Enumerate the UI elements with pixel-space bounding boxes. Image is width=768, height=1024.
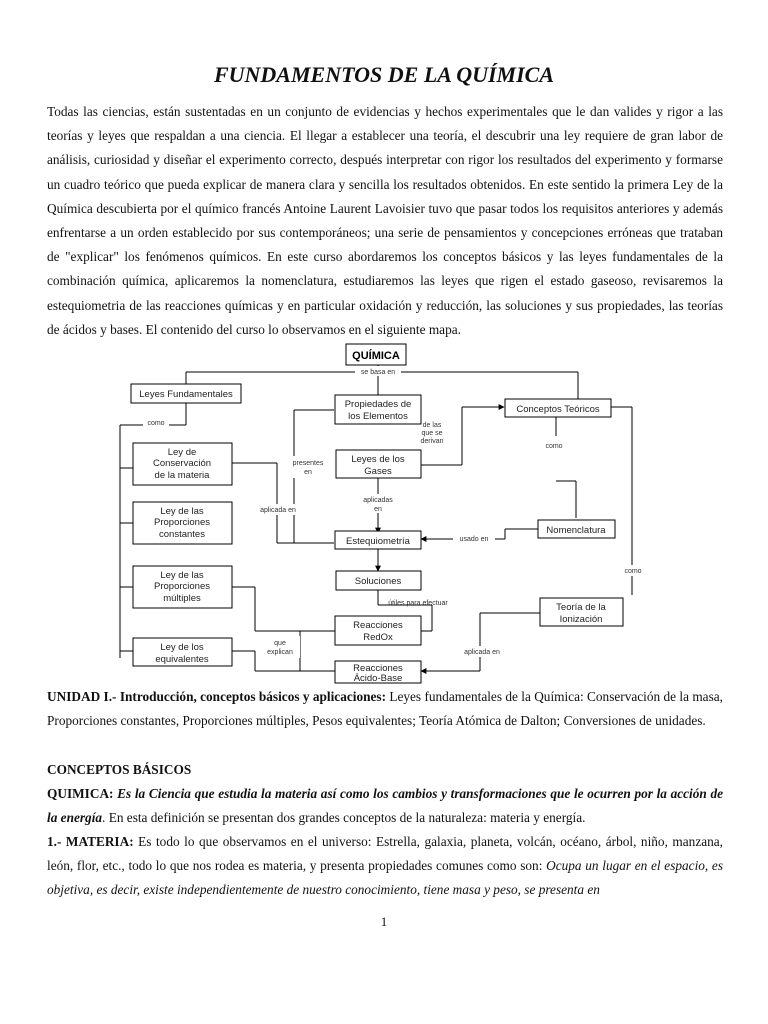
unidad-label: UNIDAD I.- Introducción, conceptos básicos y aplicaciones:: [47, 689, 386, 704]
node-propiedades-line2: los Elementos: [348, 411, 408, 422]
node-conservacion-line3: de la materia: [154, 470, 210, 481]
node-constantes-line3: constantes: [159, 529, 205, 540]
link-que-explican-line2: explican: [267, 649, 293, 656]
link-aplicadas-line2: en: [374, 506, 382, 513]
node-ionizacion-line2: Ionización: [559, 614, 603, 625]
node-leyes-fundamentales: Leyes Fundamentales: [139, 389, 233, 400]
unidad-text: Leyes fundamentales de la Química: Conservación de la masa, Proporciones constantes, Proporciones múltiples, Pesos equivalentes; Teoría Atómica de Dalton; Conversiones de unidades.: [47, 689, 723, 729]
node-acidobase-line2: Ácido-Base: [353, 673, 403, 684]
node-ionizacion-line1: Teoría de la: [556, 602, 606, 613]
node-quimica: QUÍMICA: [352, 350, 400, 362]
link-como-3: como: [624, 568, 642, 575]
quimica-definition: [47, 782, 723, 830]
node-equivalentes-line2: equivalentes: [155, 654, 209, 665]
node-nomenclatura: Nomenclatura: [546, 525, 606, 536]
link-aplicada-en: aplicada en: [260, 507, 296, 514]
node-gases-line2: Gases: [364, 466, 392, 477]
quimica-italic: Es la Ciencia que estudia la materia así como los cambios y transformaciones que le ocurren por la acción de la energía: [47, 786, 723, 826]
link-de-las-line2: que se: [421, 430, 443, 437]
link-de-las-line1: de las: [422, 422, 442, 429]
node-estequiometria: Estequiometría: [346, 536, 410, 547]
concept-map: [0, 335, 768, 685]
page-number: 1: [380, 914, 388, 929]
node-soluciones: Soluciones: [354, 576, 402, 587]
node-multiples-line2: Proporciones: [154, 581, 210, 592]
link-de-las-line3: derivan: [420, 438, 444, 445]
link-como-2: como: [545, 443, 563, 450]
link-presentes-line1: presentes: [292, 460, 324, 467]
page-title: FUNDAMENTOS DE LA QUÍMICA: [213, 62, 555, 87]
node-multiples-line3: múltiples: [163, 593, 201, 604]
node-propiedades-line1: Propiedades de: [344, 399, 412, 410]
link-usado-en: usado en: [459, 536, 489, 543]
node-redox-line1: Reacciones: [353, 620, 403, 631]
node-conservacion-line1: Ley de: [167, 447, 197, 458]
quimica-label: QUIMICA:: [47, 786, 114, 801]
quimica-text: . En esta definición se presentan dos grandes conceptos de la naturaleza: materia y energía.: [102, 810, 586, 826]
link-aplicada-en-2: aplicada en: [464, 649, 500, 656]
node-conceptos-teoricos: Conceptos Teóricos: [516, 404, 600, 415]
materia-definition: [47, 830, 723, 903]
node-constantes-line1: Ley de las: [160, 506, 204, 517]
link-aplicadas-line1: aplicadas: [363, 497, 393, 504]
node-conservacion-line2: Conservación: [152, 458, 212, 469]
node-gases-line1: Leyes de los: [351, 454, 405, 465]
unidad-paragraph: [47, 685, 723, 733]
intro-paragraph: Todas las ciencias, están sustentadas en un conjunto de evidencias y hechos experimentales que le dan valides y rigor a las teorías y leyes que respaldan a una ciencia. El llegar a establecer una teoría, el descubrir una ley requiere de gran labor de análisis, curiosidad y diseñar el experimento correcto, después interpretar con rigor los resultados del experimento y formarse un cuadro teórico que pueda explicar de manera clara y sencilla los resultados obtenidos. En este sentido la primera Ley de la Química descubierta por el químico francés Antoine Laurent Lavoisier tuvo que pasar todos los requisitos anteriores y además enfrentarse a un orden establecido por sus contemporáneos; una serie de pensamientos y concepciones erróneas que trataban de "explicar" los fenómenos químicos. En este curso abordaremos los conceptos básicos y las leyes fundamentales de la combinación química, aplicaremos la nomenclatura, estudiaremos las leyes que rigen el estado gaseoso, revisaremos la estequiometria de las reacciones químicas y en particular oxidación y reducción, las soluciones y sus propiedades, las teorías de ácidos y bases. El contenido del curso lo observamos en el siguiente mapa.: [47, 104, 723, 337]
link-como-1: como: [147, 420, 165, 427]
node-constantes-line2: Proporciones: [154, 517, 210, 528]
node-acidobase-line1: Reacciones: [353, 663, 403, 674]
materia-label: 1.- MATERIA:: [47, 834, 134, 849]
link-se-basa-en: se basa en: [360, 369, 396, 376]
node-equivalentes-line1: Ley de los: [160, 642, 204, 653]
link-utiles: útiles para efectuar: [388, 600, 448, 607]
materia-text: Es todo lo que observamos en el universo: Estrella, galaxia, planeta, volcán, océano, árbol, niño, manzana, león, flor, etc., todo lo que nos rodea es materia, y presenta propiedades comunes como son:: [47, 834, 723, 874]
conceptos-heading: CONCEPTOS BÁSICOS: [47, 762, 192, 777]
node-multiples-line1: Ley de las: [160, 570, 204, 581]
materia-italic: Ocupa un lugar en el espacio, es objetiva, es decir, existe independientemente de nuestro conocimiento, tiene masa y peso, se presenta en: [47, 858, 724, 898]
link-que-explican-line1: que: [274, 640, 286, 647]
node-redox-line2: RedOx: [363, 632, 393, 643]
link-presentes-line2: en: [304, 469, 312, 476]
